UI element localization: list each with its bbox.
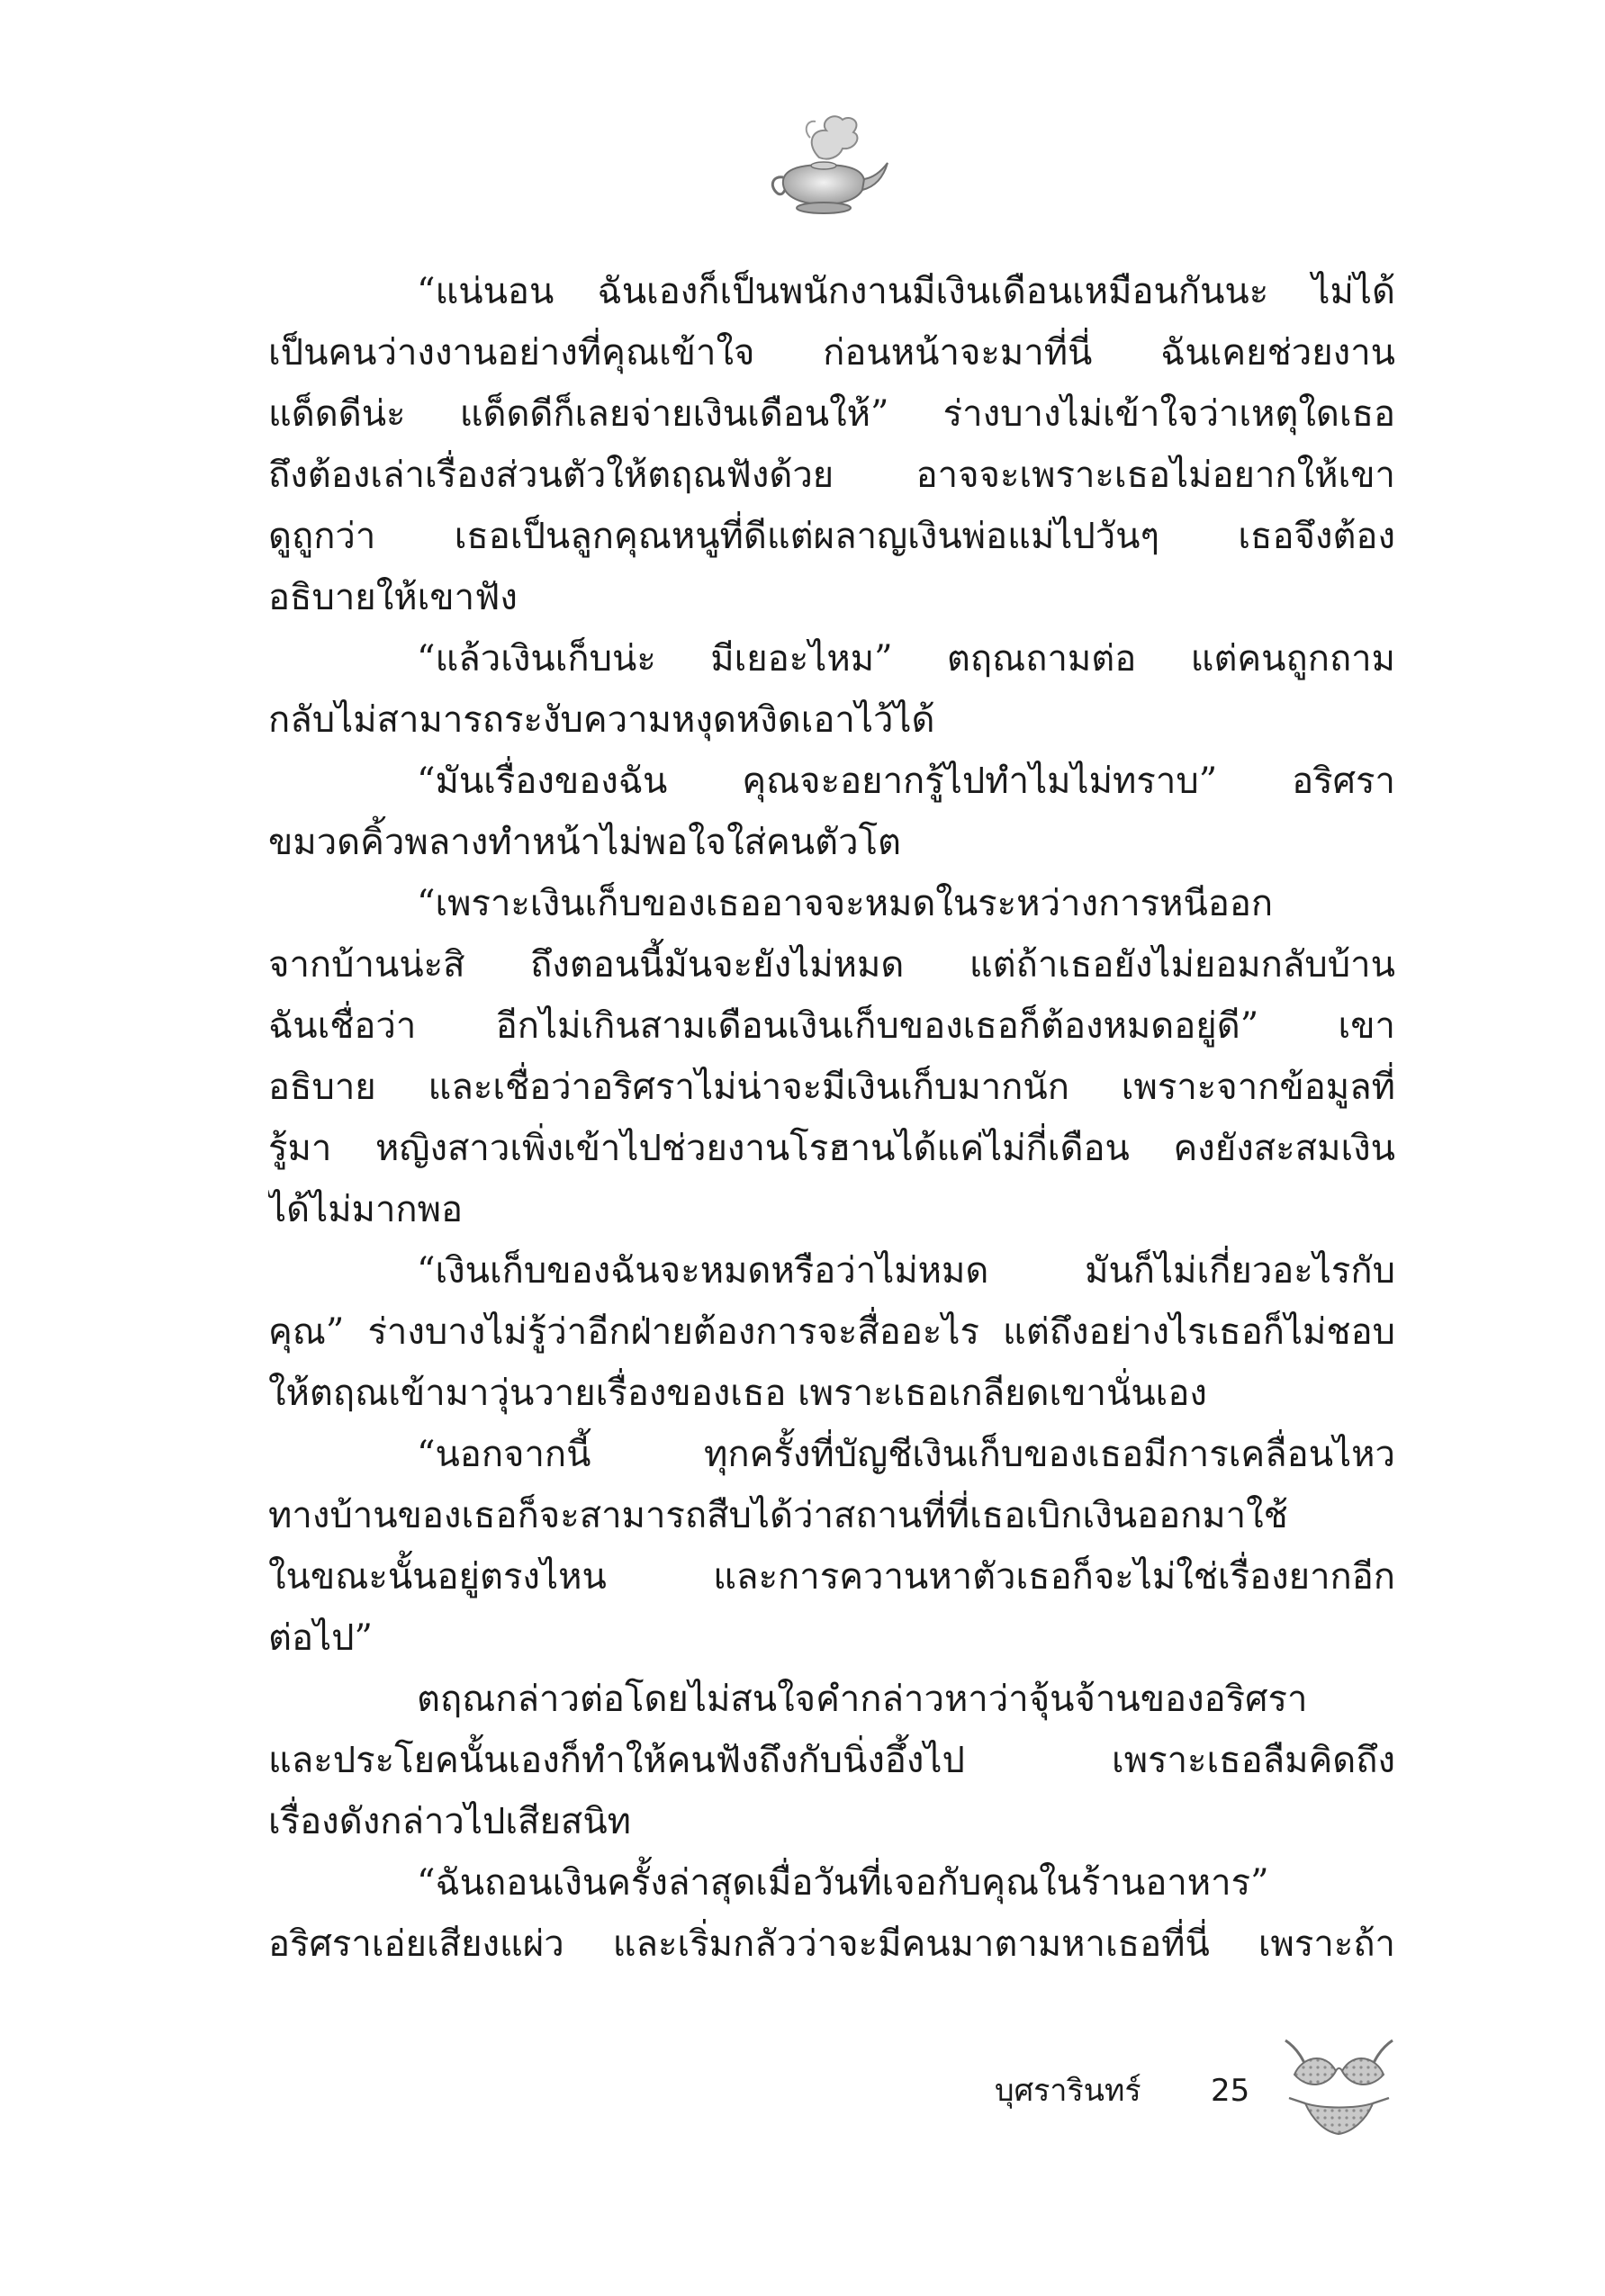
paragraph (268, 1424, 1395, 1669)
paragraph (268, 261, 1395, 628)
text-line: อธิบายให้เขาฟัง (268, 577, 518, 618)
text-line: ต่อไป” (268, 1617, 373, 1659)
chapter-body (268, 261, 1395, 1975)
bikini-icon (1278, 2021, 1400, 2142)
text-line: รู้มา หญิงสาวเพิ่งเข้าไปช่วยงานโรฮานได้แค่ไม่กี่เดือน คงยังสะสมเงิน (268, 1128, 1395, 1169)
text-line: จากบ้านน่ะสิ ถึงตอนนี้มันจะยังไม่หมด แต่ถ้าเธอยังไม่ยอมกลับบ้าน (268, 944, 1395, 986)
text-line: “แน่นอน ฉันเองก็เป็นพนักงานมีเงินเดือนเหมือนกันนะ ไม่ได้ (417, 271, 1395, 312)
text-line: “เงินเก็บของฉันจะหมดหรือว่าไม่หมด มันก็ไม่เกี่ยวอะไรกับ (417, 1250, 1395, 1292)
paragraph (268, 1852, 1395, 1975)
text-line: ได้ไม่มากพอ (268, 1189, 464, 1230)
text-line: อริศราเอ่ยเสียงแผ่ว และเริ่มกลัวว่าจะมีคนมาตามหาเธอที่นี่ เพราะถ้า (268, 1923, 1395, 1965)
paragraph (268, 751, 1395, 873)
paragraph (268, 628, 1395, 751)
text-line: ในขณะนั้นอยู่ตรงไหน และการควานหาตัวเธอก็จะไม่ใช่เรื่องยากอีก (268, 1556, 1395, 1598)
author-name: บุศรารินทร์ (995, 2073, 1141, 2109)
paragraph (268, 1669, 1395, 1852)
text-line: อธิบาย และเชื่อว่าอริศราไม่น่าจะมีเงินเก็บมากนัก เพราะจากข้อมูลที่ (268, 1067, 1395, 1108)
paragraph (268, 873, 1395, 1240)
text-line: “ฉันถอนเงินครั้งล่าสุดเมื่อวันที่เจอกับคุณในร้านอาหาร” (417, 1862, 1269, 1904)
text-line: และประโยคนั้นเองก็ทำให้คนฟังถึงกับนิ่งอึ้งไป เพราะเธอลืมคิดถึง (268, 1740, 1395, 1781)
text-line: ถึงต้องเล่าเรื่องส่วนตัวให้ตฤณฟังด้วย อาจจะเพราะเธอไม่อยากให้เขา (268, 455, 1395, 496)
text-line: เป็นคนว่างงานอย่างที่คุณเข้าใจ ก่อนหน้าจะมาที่นี่ ฉันเคยช่วยงาน (268, 332, 1395, 374)
text-line: “แล้วเงินเก็บน่ะ มีเยอะไหม” ตฤณถามต่อ แต่คนถูกถาม (417, 638, 1395, 680)
page-number: 25 (1211, 2073, 1250, 2109)
text-line: ตฤณกล่าวต่อโดยไม่สนใจคำกล่าวหาว่าจุ้นจ้านของอริศรา (417, 1679, 1308, 1720)
text-line: กลับไม่สามารถระงับความหงุดหงิดเอาไว้ได้ (268, 699, 935, 741)
text-line: เรื่องดังกล่าวไปเสียสนิท (268, 1801, 632, 1842)
text-line: แด็ดดีน่ะ แด็ดดีก็เลยจ่ายเงินเดือนให้” ร่างบางไม่เข้าใจว่าเหตุใดเธอ (268, 393, 1395, 435)
text-line: ฉันเชื่อว่า อีกไม่เกินสามเดือนเงินเก็บของเธอก็ต้องหมดอยู่ดี” เขา (268, 1005, 1395, 1047)
text-line: ทางบ้านของเธอก็จะสามารถสืบได้ว่าสถานที่ที่เธอเบิกเงินออกมาใช้ (268, 1495, 1288, 1536)
text-line: “นอกจากนี้ ทุกครั้งที่บัญชีเงินเก็บของเธอมีการเคลื่อนไหว (417, 1434, 1395, 1475)
text-line: ให้ตฤณเข้ามาวุ่นวายเรื่องของเธอ เพราะเธอเกลียดเขานั่นเอง (268, 1373, 1207, 1414)
text-line: “เพราะเงินเก็บของเธออาจจะหมดในระหว่างการหนีออก (417, 883, 1274, 924)
text-line: ดูถูกว่า เธอเป็นลูกคุณหนูที่ดีแต่ผลาญเงินพ่อแม่ไปวันๆ เธอจึงต้อง (268, 516, 1395, 557)
teapot-lamp-icon (756, 95, 891, 230)
paragraph (268, 1240, 1395, 1424)
text-line: “มันเรื่องของฉัน คุณจะอยากรู้ไปทำไมไม่ทราบ” อริศรา (417, 761, 1395, 802)
text-line: คุณ” ร่างบางไม่รู้ว่าอีกฝ่ายต้องการจะสื่ออะไร แต่ถึงอย่างไรเธอก็ไม่ชอบ (268, 1311, 1395, 1353)
text-line: ขมวดคิ้วพลางทำหน้าไม่พอใจใส่คนตัวโต (268, 822, 902, 863)
